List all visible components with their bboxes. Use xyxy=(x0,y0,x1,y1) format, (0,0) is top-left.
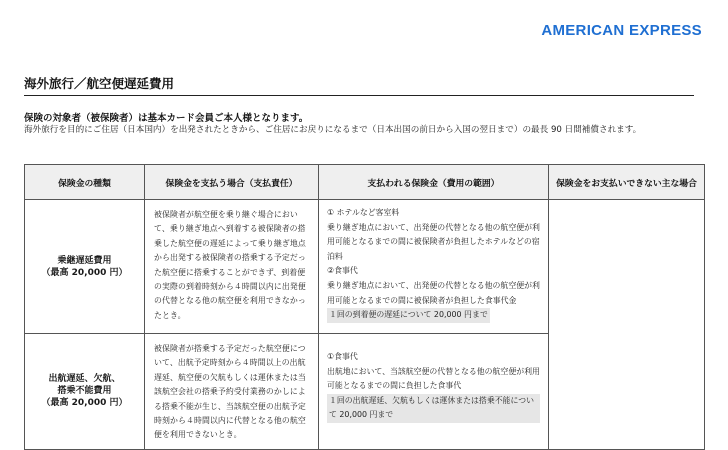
insurance-type-name: 乗継遅延費用 xyxy=(57,255,112,266)
coverage-table xyxy=(24,164,705,450)
header-paid-amount: 支払われる保険金（費用の範囲） xyxy=(319,165,549,200)
insured-person-heading: 保険の対象者（被保険者）は基本カード会員ご本人様となります。 xyxy=(24,113,309,124)
paid-item-text: 乗り継ぎ地点において、出発便の代替となる他の航空便が利用可能となるまでの間に被保険者が負担したホテルなどの宿泊料 xyxy=(327,222,540,261)
title-divider xyxy=(24,95,694,96)
paid-item-text: 出航地において、当該航空便の代替となる他の航空便が利用可能となるまでの間に負担した食事代 xyxy=(327,366,540,391)
header-insurance-type: 保険金の種類 xyxy=(25,165,145,200)
insurance-type-limit: （最高 20,000 円） xyxy=(41,398,128,409)
paid-limit-note: １回の到着便の遅延について 20,000 円まで xyxy=(327,308,490,323)
paid-amount-cell xyxy=(319,200,549,334)
header-exclusions: 保険金をお支払いできない主な場合 xyxy=(549,165,705,200)
coverage-period-text: 海外旅行を目的にご住居（日本国内）を出発されたときから、ご住居にお戻りになるまで（日本出国の前日から入国の翌日まで）の最長 90 日間補償されます。 xyxy=(24,125,642,135)
insurance-type-cell xyxy=(25,200,145,334)
paid-limit-note: １回の出航遅延、欠航もしくは運休または搭乗不能について 20,000 円まで xyxy=(327,394,540,423)
paid-item-heading: ②食事代 xyxy=(327,266,358,276)
insurance-type-name: 搭乗不能費用 xyxy=(57,386,112,397)
table-row xyxy=(25,200,705,334)
insurance-type-name: 出航遅延、欠航、 xyxy=(48,374,121,385)
payment-condition-cell: 被保険者が搭乗する予定だった航空便について、出航予定時刻から４時間以上の出航遅延、航空便の欠航もしくは運休または当該航空会社の搭乗予約受付業務のかしによる搭乗不能が生じ、当該航空便の出航予定時刻から４時間以内に代替となる他の航空便を利用できないとき。 xyxy=(145,334,319,450)
paid-item-heading: ①食事代 xyxy=(327,352,358,361)
paid-item-heading: ① ホテルなど客室料 xyxy=(327,208,400,217)
section-title: 海外旅行／航空便遅延費用 xyxy=(24,76,175,91)
paid-amount-cell xyxy=(319,334,549,450)
paid-item-text: 乗り継ぎ地点において、出発便の代替となる他の航空便が利用可能となるまでの間に被保険者が負担した食事代金 xyxy=(327,280,540,305)
insurance-type-cell xyxy=(25,334,145,450)
payment-condition-cell: 被保険者が航空便を乗り継ぐ場合において、乗り継ぎ地点へ到着する被保険者の搭乗した航空便の遅延によって乗り継ぎ地点から出発する被保険者の搭乗する予定だった航空便に搭乗することができず、到着便の実際の到着時刻から４時間以内に出発便の代替となる他の航空便を利用できなかったとき。 xyxy=(145,200,319,334)
header-payment-conditions: 保険金を支払う場合（支払責任） xyxy=(145,165,319,200)
american-express-logo: AMERICAN EXPRESS xyxy=(541,22,702,39)
exclusions-cell xyxy=(549,200,705,450)
table-header-row xyxy=(25,165,705,200)
insurance-type-limit: （最高 20,000 円） xyxy=(41,267,128,278)
